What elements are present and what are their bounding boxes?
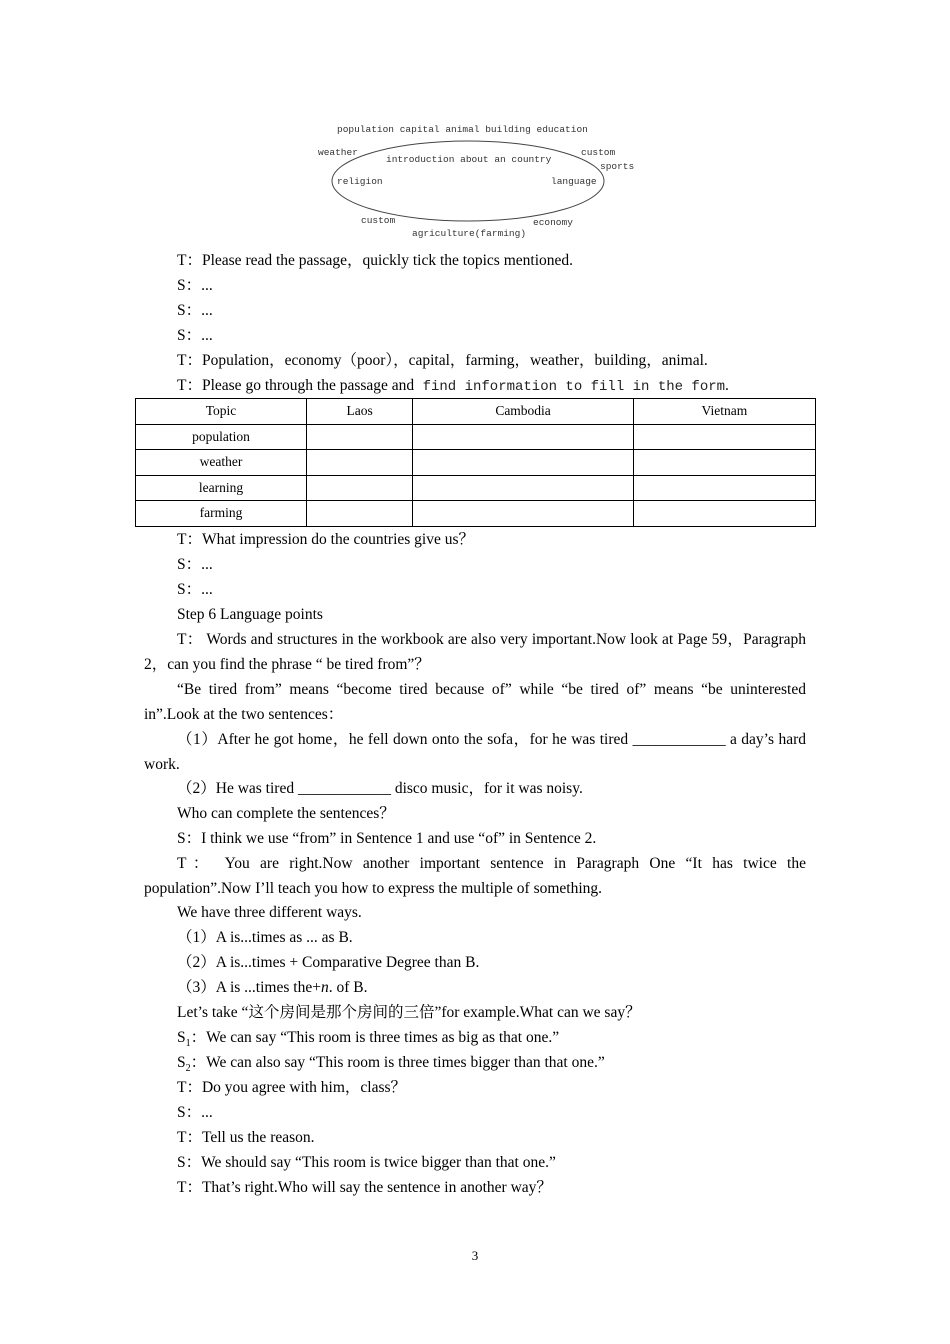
dialogue-line: Let’s take “这个房间是那个房间的三倍”for example.What can we say？ [177, 1004, 641, 1021]
section-heading: Step 6 Language points [177, 606, 323, 623]
dialogue-line [177, 1028, 559, 1054]
diagram-agriculture: agriculture(farming) [412, 228, 527, 239]
speaker-index: 1 [185, 1038, 191, 1050]
dialogue-line: T：Do you agree with him，class？ [177, 1079, 407, 1096]
dialogue-line: S：... [177, 327, 213, 344]
table-cell[interactable] [633, 424, 815, 450]
speaker: S [177, 1029, 186, 1046]
table-header: Cambodia [413, 399, 633, 425]
dialogue-line [177, 978, 367, 998]
table-header: Laos [307, 399, 413, 425]
dialogue-text: ：We can say “This room is three times as big as that one.” [190, 1029, 560, 1046]
table-cell[interactable] [633, 475, 815, 501]
diagram-custom-bottom: custom [361, 215, 396, 226]
table-cell[interactable] [307, 475, 413, 501]
table-cell[interactable] [307, 424, 413, 450]
dialogue-line: （2）A is...times + Comparative Degree than B. [177, 954, 480, 971]
paragraph: “Be tired from” means “become tired because of” while “be tired of” means “be uninterested in”.Look at the two sentences： [144, 681, 806, 723]
dialogue-line: T：Please read the passage，quickly tick the topics mentioned. [177, 252, 573, 269]
dialogue-line: T：Population，economy（poor），capital，farming，weather，building，animal. [177, 352, 708, 369]
table-row [136, 501, 816, 527]
dialogue-line: S：... [177, 302, 213, 319]
diagram-religion: religion [337, 176, 383, 187]
dialogue-line: S：I think we use “from” in Sentence 1 and use “of” in Sentence 2. [177, 830, 597, 847]
period: . [725, 377, 729, 394]
table-row-label: farming [136, 501, 307, 527]
dialogue-line: S：... [177, 581, 213, 598]
dialogue-line: S：... [177, 556, 213, 573]
table-row [136, 450, 816, 476]
dialogue-text: T：Please go through the passage and [177, 377, 415, 394]
table-row [136, 424, 816, 450]
table-cell[interactable] [413, 475, 633, 501]
diagram-language: language [551, 176, 597, 187]
dialogue-line [177, 376, 729, 397]
diagram-top-labels: population capital animal building education [337, 124, 588, 135]
page-number: 3 [471, 1248, 479, 1263]
table-header: Vietnam [633, 399, 815, 425]
dialogue-line: （2）He was tired ____________ disco music，for it was noisy. [177, 780, 583, 797]
dialogue-text: . of B. [328, 979, 368, 996]
dialogue-text: ：We can also say “This room is three times bigger than that one.” [190, 1054, 605, 1071]
paragraph: T： Words and structures in the workbook are also very important.Now look at Page 59，Paragraph 2，can you find the phrase “ be tired from”？ [144, 631, 806, 673]
mono-text: find information to fill in the form [414, 379, 726, 395]
paragraph: T： You are right.Now another important sentence in Paragraph One “It has twice the population”.Now I’ll teach you how to express the multiple of something. [144, 855, 806, 897]
table-row-label: learning [136, 475, 307, 501]
dialogue-line: T：That’s right.Who will say the sentence in another way？ [177, 1179, 552, 1196]
dialogue-line: S：... [177, 277, 213, 294]
diagram-weather: weather [318, 147, 358, 158]
speaker: S [177, 1054, 186, 1071]
table-row [136, 475, 816, 501]
diagram-center: introduction about an country [386, 154, 552, 165]
dialogue-line [177, 1053, 605, 1079]
table-cell[interactable] [413, 501, 633, 527]
info-table [135, 398, 816, 527]
table-cell[interactable] [633, 501, 815, 527]
table-cell[interactable] [307, 501, 413, 527]
diagram-economy: economy [533, 217, 573, 228]
topic-diagram [310, 118, 640, 243]
table-header-row [136, 399, 816, 425]
dialogue-line: （1）A is...times as ... as B. [177, 929, 353, 946]
paragraph: （1）After he got home，he fell down onto the sofa，for he was tired ____________ a day’s hard work. [144, 731, 806, 773]
table-header: Topic [136, 399, 307, 425]
dialogue-line: T：Tell us the reason. [177, 1129, 315, 1146]
table-row-label: population [136, 424, 307, 450]
dialogue-line: T：What impression do the countries give us？ [177, 531, 475, 548]
table-cell[interactable] [307, 450, 413, 476]
table-row-label: weather [136, 450, 307, 476]
diagram-sports: sports [600, 161, 635, 172]
dialogue-text: （3）A is ...times the+ [177, 979, 321, 996]
table-cell[interactable] [413, 424, 633, 450]
table-cell[interactable] [633, 450, 815, 476]
dialogue-line: S：We should say “This room is twice bigger than that one.” [177, 1154, 556, 1171]
dialogue-line: Who can complete the sentences？ [177, 805, 395, 822]
diagram-custom-right: custom [581, 147, 616, 158]
speaker-index: 2 [185, 1063, 191, 1075]
table-cell[interactable] [413, 450, 633, 476]
italic-n: n [320, 979, 329, 996]
dialogue-line: We have three different ways. [177, 904, 362, 921]
dialogue-line: S：... [177, 1104, 213, 1121]
